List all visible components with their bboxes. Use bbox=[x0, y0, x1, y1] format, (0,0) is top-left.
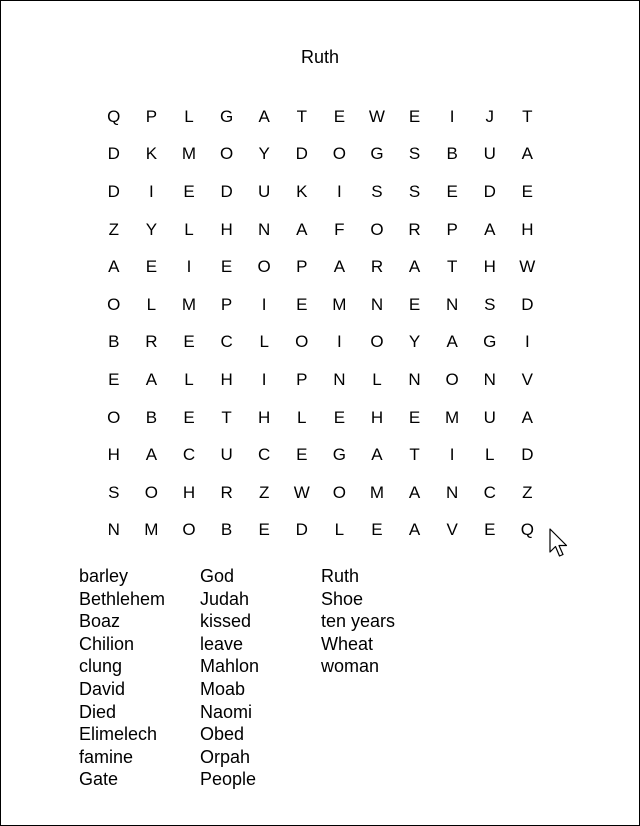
letter-grid bbox=[95, 98, 546, 549]
grid-letter: N bbox=[408, 369, 421, 389]
word-list-item: People bbox=[200, 769, 257, 790]
grid-letter: A bbox=[408, 482, 421, 502]
word-list-column-1 bbox=[79, 565, 165, 791]
word-list-item: barley bbox=[79, 566, 129, 586]
grid-letter: E bbox=[258, 520, 270, 540]
grid-letter: B bbox=[108, 332, 120, 352]
grid-letter: T bbox=[522, 106, 533, 126]
grid-letter: A bbox=[521, 407, 533, 427]
grid-letter: M bbox=[144, 520, 159, 540]
grid-letter: P bbox=[446, 219, 458, 239]
grid-letter: A bbox=[371, 445, 383, 465]
word-list-item: Wheat bbox=[321, 633, 374, 654]
grid-letter: C bbox=[483, 482, 496, 502]
grid-letter: A bbox=[296, 219, 308, 239]
grid-letter: E bbox=[296, 294, 308, 314]
grid-letter: Y bbox=[145, 219, 158, 239]
grid-letter: O bbox=[144, 482, 158, 502]
word-list-item: Chilion bbox=[79, 633, 135, 654]
grid-letter: W bbox=[368, 106, 385, 126]
grid-letter: H bbox=[107, 445, 120, 465]
grid-letter: A bbox=[108, 257, 120, 277]
grid-letter: N bbox=[446, 294, 459, 314]
grid-letter: K bbox=[145, 144, 158, 164]
page-title: Ruth bbox=[300, 47, 340, 67]
grid-letter: K bbox=[296, 181, 308, 201]
grid-letter: P bbox=[296, 369, 308, 389]
grid-letter: C bbox=[220, 332, 233, 352]
grid-letter: N bbox=[333, 369, 346, 389]
grid-letter: E bbox=[333, 106, 346, 126]
grid-letter: L bbox=[297, 407, 307, 427]
grid-letter: A bbox=[145, 369, 158, 389]
grid-letter: D bbox=[220, 181, 233, 201]
grid-letter: L bbox=[372, 369, 382, 389]
grid-letter: L bbox=[485, 445, 495, 465]
grid-letter: C bbox=[258, 445, 271, 465]
word-list-item: Judah bbox=[200, 588, 250, 609]
grid-letter: O bbox=[257, 257, 271, 277]
grid-letter: V bbox=[446, 520, 458, 540]
grid-letter: T bbox=[221, 407, 232, 427]
word-list-item: leave bbox=[200, 633, 244, 654]
grid-letter: E bbox=[408, 294, 421, 314]
grid-letter: T bbox=[296, 106, 307, 126]
grid-letter: N bbox=[483, 369, 496, 389]
word-list-column-3 bbox=[321, 565, 395, 678]
grid-letter: I bbox=[261, 294, 267, 314]
grid-letter: O bbox=[332, 144, 346, 164]
grid-letter: R bbox=[220, 482, 233, 502]
grid-letter: S bbox=[484, 294, 496, 314]
grid-letter: N bbox=[107, 520, 120, 540]
grid-letter: A bbox=[333, 257, 346, 277]
grid-letter: I bbox=[149, 181, 154, 201]
grid-letter: G bbox=[370, 144, 384, 164]
grid-letter: R bbox=[370, 257, 384, 277]
grid-letter: M bbox=[332, 294, 347, 314]
grid-letter: O bbox=[182, 520, 196, 540]
word-list-item: Ruth bbox=[321, 566, 360, 586]
grid-letter: E bbox=[408, 407, 421, 427]
grid-letter: Q bbox=[107, 106, 121, 126]
word-list-item: David bbox=[79, 678, 126, 699]
grid-letter: E bbox=[183, 332, 195, 352]
grid-letter: H bbox=[483, 257, 496, 277]
grid-letter: M bbox=[181, 144, 197, 164]
grid-letter: L bbox=[146, 294, 157, 314]
grid-letter: E bbox=[371, 520, 383, 540]
word-list-item: kissed bbox=[200, 611, 252, 632]
grid-letter: L bbox=[184, 369, 194, 389]
grid-letter: H bbox=[521, 219, 534, 239]
grid-letter: I bbox=[336, 332, 342, 352]
grid-letter: H bbox=[220, 369, 233, 389]
word-list-item: clung bbox=[79, 656, 123, 677]
grid-letter: S bbox=[108, 482, 120, 502]
grid-letter: O bbox=[107, 294, 121, 314]
grid-letter: O bbox=[332, 482, 346, 502]
grid-letter: E bbox=[521, 181, 533, 201]
grid-letter: E bbox=[296, 445, 308, 465]
grid-letter: P bbox=[220, 294, 233, 314]
grid-letter: I bbox=[449, 445, 455, 465]
grid-letter: B bbox=[145, 407, 158, 427]
grid-letter: S bbox=[408, 144, 421, 164]
word-list-item: Bethlehem bbox=[79, 588, 166, 609]
grid-letter: I bbox=[186, 257, 192, 277]
grid-letter: O bbox=[370, 219, 384, 239]
grid-letter: O bbox=[107, 407, 121, 427]
grid-letter: G bbox=[332, 445, 346, 465]
grid-letter: H bbox=[220, 219, 233, 239]
grid-letter: I bbox=[261, 369, 267, 389]
grid-letter: A bbox=[521, 144, 533, 164]
word-list-item: Orpah bbox=[200, 746, 251, 767]
word-list-item: woman bbox=[321, 656, 380, 677]
word-list-item: Boaz bbox=[79, 611, 121, 632]
grid-letter: T bbox=[409, 445, 420, 465]
grid-letter: R bbox=[408, 219, 421, 239]
grid-letter: D bbox=[107, 144, 120, 164]
grid-letter: A bbox=[408, 257, 421, 277]
grid-letter: D bbox=[295, 520, 308, 540]
grid-letter: B bbox=[220, 520, 233, 540]
grid-letter: T bbox=[446, 257, 458, 277]
grid-letter: C bbox=[182, 445, 196, 465]
grid-letter: F bbox=[334, 219, 345, 239]
grid-letter: A bbox=[408, 520, 421, 540]
word-list-item: Naomi bbox=[200, 701, 253, 722]
mouse-pointer-icon bbox=[549, 528, 569, 560]
grid-letter: N bbox=[370, 294, 384, 314]
grid-letter: N bbox=[446, 482, 459, 502]
grid-letter: Z bbox=[258, 482, 270, 502]
word-list-item: Shoe bbox=[321, 588, 364, 609]
grid-letter: I bbox=[449, 106, 455, 126]
grid-letter: A bbox=[145, 445, 158, 465]
grid-letter: A bbox=[484, 219, 496, 239]
word-list-item: God bbox=[200, 566, 235, 586]
grid-letter: W bbox=[519, 257, 536, 277]
word-list-item: Died bbox=[79, 701, 117, 722]
word-list-item: Mahlon bbox=[200, 656, 260, 677]
grid-letter: Q bbox=[520, 520, 534, 540]
grid-letter: U bbox=[483, 407, 496, 427]
grid-letter: M bbox=[445, 407, 460, 427]
grid-letter: S bbox=[408, 181, 421, 201]
grid-letter: V bbox=[521, 369, 533, 389]
grid-letter: E bbox=[183, 407, 195, 427]
grid-letter: A bbox=[446, 332, 458, 352]
grid-letter: L bbox=[259, 332, 269, 352]
grid-letter: R bbox=[145, 332, 158, 352]
grid-letter: P bbox=[145, 106, 158, 126]
grid-letter: D bbox=[295, 144, 308, 164]
grid-letter: E bbox=[446, 181, 458, 201]
grid-letter: H bbox=[182, 482, 196, 502]
word-list-item: ten years bbox=[321, 611, 396, 632]
grid-letter: J bbox=[485, 106, 494, 126]
grid-letter: M bbox=[181, 294, 197, 314]
word-list-item: famine bbox=[79, 746, 134, 767]
grid-letter: Z bbox=[108, 219, 119, 239]
grid-letter: U bbox=[220, 445, 233, 465]
grid-letter: O bbox=[445, 369, 459, 389]
grid-letter: H bbox=[370, 407, 384, 427]
grid-letter: Y bbox=[258, 144, 270, 164]
grid-letter: S bbox=[371, 181, 383, 201]
grid-letter: E bbox=[220, 257, 233, 277]
grid-letter: E bbox=[484, 520, 496, 540]
word-list-item: Gate bbox=[79, 769, 119, 790]
grid-letter: D bbox=[483, 181, 496, 201]
grid-letter: I bbox=[524, 332, 530, 352]
grid-letter: W bbox=[293, 482, 310, 502]
grid-letter: G bbox=[219, 106, 234, 126]
grid-letter: L bbox=[184, 219, 194, 239]
grid-letter: E bbox=[183, 181, 195, 201]
grid-letter: D bbox=[521, 445, 534, 465]
grid-letter: D bbox=[107, 181, 120, 201]
grid-letter: U bbox=[483, 144, 496, 164]
grid-letter: L bbox=[184, 106, 194, 126]
grid-letter: L bbox=[334, 520, 345, 540]
grid-letter: E bbox=[108, 369, 120, 389]
word-list-column-2 bbox=[200, 565, 259, 791]
word-list-item: Moab bbox=[200, 678, 246, 699]
grid-letter: E bbox=[145, 257, 158, 277]
grid-letter: Z bbox=[522, 482, 533, 502]
grid-letter: E bbox=[333, 407, 346, 427]
grid-letter: A bbox=[258, 106, 270, 126]
grid-letter: O bbox=[370, 332, 384, 352]
grid-letter: N bbox=[258, 219, 271, 239]
grid-letter: I bbox=[336, 181, 342, 201]
grid-letter: O bbox=[219, 144, 234, 164]
word-list-item: Obed bbox=[200, 724, 245, 745]
grid-letter: E bbox=[408, 106, 421, 126]
grid-letter: B bbox=[446, 144, 458, 164]
grid-letter: D bbox=[521, 294, 534, 314]
grid-letter: G bbox=[483, 332, 497, 352]
grid-letter: Y bbox=[408, 332, 421, 352]
grid-letter: O bbox=[295, 332, 309, 352]
grid-letter: H bbox=[258, 407, 271, 427]
grid-letter: P bbox=[296, 257, 308, 277]
word-list-item: Elimelech bbox=[79, 724, 158, 745]
grid-letter: U bbox=[258, 181, 271, 201]
grid-letter: M bbox=[369, 482, 385, 502]
